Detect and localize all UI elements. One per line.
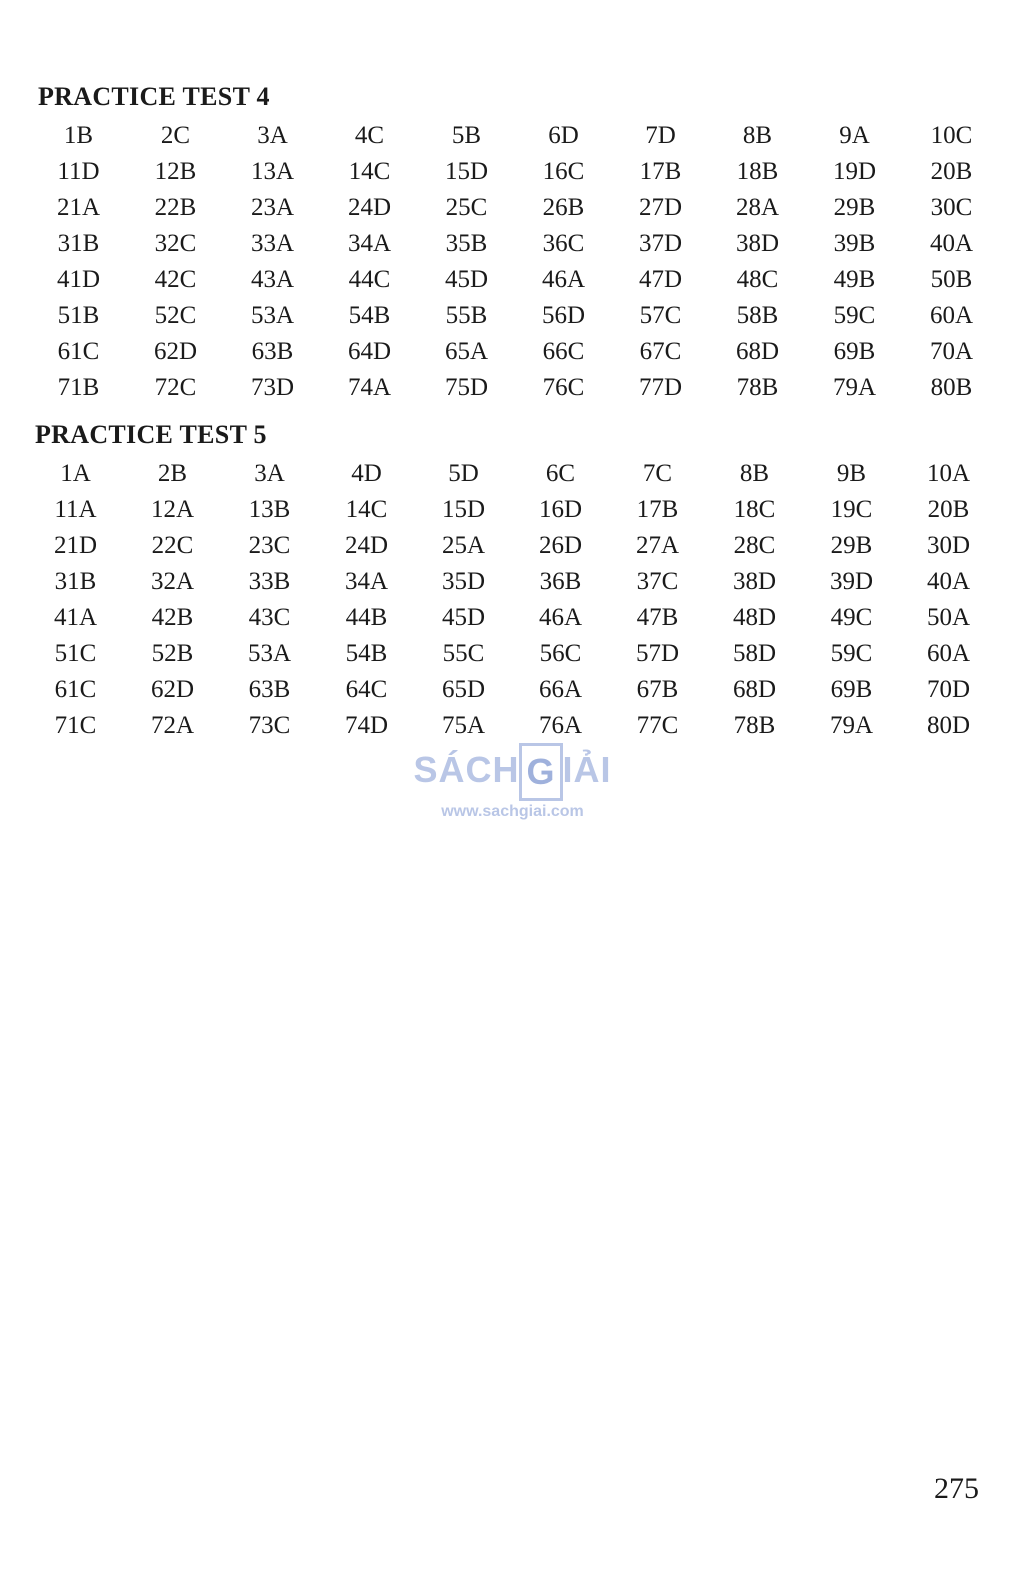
answer-cell: 18C bbox=[733, 496, 776, 523]
answer-cell: 72A bbox=[150, 712, 195, 739]
answer-cell: 42C bbox=[154, 266, 197, 293]
watermark-brand-left: SÁCH bbox=[413, 749, 520, 790]
practice-test-5-heading: PRACTICE TEST 5 bbox=[35, 420, 267, 449]
answer-cell: 64C bbox=[345, 676, 388, 703]
answer-cell: 23C bbox=[248, 532, 291, 559]
answer-cell: 33B bbox=[248, 568, 291, 595]
answer-cell: 43A bbox=[250, 266, 295, 293]
answer-cell: 16D bbox=[538, 496, 583, 523]
answer-cell: 24D bbox=[344, 532, 389, 559]
answer-cell: 77C bbox=[636, 712, 679, 739]
answer-cell: 6D bbox=[548, 122, 579, 149]
answer-cell: 47D bbox=[638, 266, 683, 293]
answer-cell: 27A bbox=[635, 532, 680, 559]
answer-cell: 60A bbox=[929, 302, 974, 329]
answer-cell: 77D bbox=[638, 374, 683, 401]
answer-cell: 10A bbox=[926, 460, 971, 487]
answer-cell: 9A bbox=[839, 122, 870, 149]
answer-cell: 20B bbox=[927, 496, 970, 523]
answer-cell: 36C bbox=[542, 230, 585, 257]
answer-cell: 53A bbox=[250, 302, 295, 329]
answer-cell: 22B bbox=[154, 194, 197, 221]
answer-cell: 38D bbox=[735, 230, 780, 257]
page-number: 275 bbox=[934, 1472, 979, 1505]
answer-cell: 26D bbox=[538, 532, 583, 559]
answer-cell: 35B bbox=[445, 230, 488, 257]
answer-cell: 67B bbox=[636, 676, 679, 703]
answer-cell: 52B bbox=[151, 640, 194, 667]
answer-cell: 10C bbox=[930, 122, 973, 149]
answer-cell: 71B bbox=[57, 374, 100, 401]
answer-cell: 66A bbox=[538, 676, 583, 703]
answer-cell: 51C bbox=[54, 640, 97, 667]
answer-cell: 40A bbox=[929, 230, 974, 257]
answer-cell: 31B bbox=[54, 568, 97, 595]
answer-cell: 29B bbox=[833, 194, 876, 221]
answer-cell: 69B bbox=[833, 338, 876, 365]
answer-cell: 19D bbox=[832, 158, 877, 185]
answer-cell: 5D bbox=[448, 460, 479, 487]
answer-cell: 30D bbox=[926, 532, 971, 559]
answer-cell: 57C bbox=[639, 302, 682, 329]
answer-cell: 30C bbox=[930, 194, 973, 221]
practice-test-5-answer-grid bbox=[27, 456, 997, 744]
answer-cell: 16C bbox=[542, 158, 585, 185]
answer-cell: 59C bbox=[833, 302, 876, 329]
answer-cell: 28A bbox=[735, 194, 780, 221]
answer-cell: 79A bbox=[829, 712, 874, 739]
answer-cell: 46A bbox=[538, 604, 583, 631]
answer-cell: 37D bbox=[638, 230, 683, 257]
answer-cell: 3A bbox=[254, 460, 285, 487]
answer-cell: 12B bbox=[154, 158, 197, 185]
watermark-brand-box: G bbox=[519, 743, 562, 801]
answer-cell: 3A bbox=[257, 122, 288, 149]
answer-cell: 60A bbox=[926, 640, 971, 667]
answer-cell: 1A bbox=[60, 460, 91, 487]
watermark-logo bbox=[405, 735, 620, 805]
answer-cell: 48D bbox=[732, 604, 777, 631]
answer-cell: 62D bbox=[153, 338, 198, 365]
answer-cell: 38D bbox=[732, 568, 777, 595]
answer-cell: 11A bbox=[54, 496, 97, 523]
answer-cell: 51B bbox=[57, 302, 100, 329]
answer-cell: 18B bbox=[736, 158, 779, 185]
answer-cell: 35D bbox=[441, 568, 486, 595]
answer-cell: 45D bbox=[441, 604, 486, 631]
answer-cell: 2C bbox=[160, 122, 191, 149]
watermark-brand-right: IẢI bbox=[562, 749, 612, 790]
practice-test-4-heading: PRACTICE TEST 4 bbox=[38, 82, 270, 111]
answer-cell: 55B bbox=[445, 302, 488, 329]
answer-cell: 5B bbox=[451, 122, 482, 149]
answer-cell: 69B bbox=[830, 676, 873, 703]
answer-cell: 75D bbox=[444, 374, 489, 401]
answer-cell: 36B bbox=[539, 568, 582, 595]
answer-cell: 19C bbox=[830, 496, 873, 523]
answer-cell: 17B bbox=[636, 496, 679, 523]
answer-cell: 22C bbox=[151, 532, 194, 559]
answer-cell: 66C bbox=[542, 338, 585, 365]
answer-cell: 31B bbox=[57, 230, 100, 257]
answer-cell: 4C bbox=[354, 122, 385, 149]
watermark-url: www.sachgiai.com bbox=[441, 803, 584, 820]
answer-cell: 4D bbox=[351, 460, 382, 487]
answer-cell: 42B bbox=[151, 604, 194, 631]
answer-cell: 26B bbox=[542, 194, 585, 221]
answer-cell: 39B bbox=[833, 230, 876, 257]
answer-cell: 21A bbox=[56, 194, 101, 221]
answer-cell: 64D bbox=[347, 338, 392, 365]
answer-cell: 34A bbox=[347, 230, 392, 257]
answer-cell: 32C bbox=[154, 230, 197, 257]
answer-cell: 70A bbox=[929, 338, 974, 365]
answer-cell: 47B bbox=[636, 604, 679, 631]
answer-cell: 74D bbox=[344, 712, 389, 739]
answer-cell: 63B bbox=[251, 338, 294, 365]
answer-cell: 44B bbox=[345, 604, 388, 631]
answer-cell: 76C bbox=[542, 374, 585, 401]
answer-cell: 44C bbox=[348, 266, 391, 293]
answer-cell: 49C bbox=[830, 604, 873, 631]
answer-cell: 61C bbox=[54, 676, 97, 703]
answer-cell: 53A bbox=[247, 640, 292, 667]
answer-cell: 49B bbox=[833, 266, 876, 293]
answer-cell: 25A bbox=[441, 532, 486, 559]
answer-cell: 48C bbox=[736, 266, 779, 293]
answer-cell: 58B bbox=[736, 302, 779, 329]
answer-cell: 32A bbox=[150, 568, 195, 595]
answer-cell: 61C bbox=[57, 338, 100, 365]
answer-cell: 15D bbox=[441, 496, 486, 523]
answer-cell: 68D bbox=[735, 338, 780, 365]
answer-cell: 50A bbox=[926, 604, 971, 631]
answer-cell: 29B bbox=[830, 532, 873, 559]
answer-cell: 40A bbox=[926, 568, 971, 595]
answer-cell: 78B bbox=[733, 712, 776, 739]
answer-cell: 13A bbox=[250, 158, 295, 185]
answer-cell: 33A bbox=[250, 230, 295, 257]
answer-cell: 15D bbox=[444, 158, 489, 185]
answer-cell: 24D bbox=[347, 194, 392, 221]
sachgiai-watermark bbox=[405, 735, 620, 835]
answer-cell: 13B bbox=[248, 496, 291, 523]
answer-cell: 70D bbox=[926, 676, 971, 703]
answer-cell: 23A bbox=[250, 194, 295, 221]
answer-cell: 20B bbox=[930, 158, 973, 185]
answer-cell: 52C bbox=[154, 302, 197, 329]
answer-cell: 14C bbox=[345, 496, 388, 523]
answer-cell: 45D bbox=[444, 266, 489, 293]
practice-test-4-answer-grid bbox=[30, 118, 1000, 406]
answer-cell: 57D bbox=[635, 640, 680, 667]
answer-cell: 58D bbox=[732, 640, 777, 667]
answer-cell: 39D bbox=[829, 568, 874, 595]
answer-cell: 59C bbox=[830, 640, 873, 667]
answer-cell: 41A bbox=[53, 604, 98, 631]
answer-cell: 2B bbox=[157, 460, 188, 487]
answer-cell: 37C bbox=[636, 568, 679, 595]
answer-cell: 21D bbox=[53, 532, 98, 559]
answer-cell: 8B bbox=[739, 460, 770, 487]
answer-cell: 78B bbox=[736, 374, 779, 401]
answer-cell: 68D bbox=[732, 676, 777, 703]
answer-cell: 41D bbox=[56, 266, 101, 293]
answer-cell: 12A bbox=[150, 496, 195, 523]
answer-cell: 43C bbox=[248, 604, 291, 631]
answer-cell: 74A bbox=[347, 374, 392, 401]
answer-cell: 9B bbox=[836, 460, 867, 487]
answer-cell: 25C bbox=[445, 194, 488, 221]
answer-cell: 28C bbox=[733, 532, 776, 559]
answer-cell: 7C bbox=[642, 460, 673, 487]
answer-cell: 80D bbox=[926, 712, 971, 739]
answer-cell: 67C bbox=[639, 338, 682, 365]
answer-cell: 8B bbox=[742, 122, 773, 149]
answer-cell: 62D bbox=[150, 676, 195, 703]
answer-cell: 80B bbox=[930, 374, 973, 401]
answer-cell: 76A bbox=[538, 712, 583, 739]
answer-cell: 17B bbox=[639, 158, 682, 185]
answer-cell: 56C bbox=[539, 640, 582, 667]
answer-cell: 14C bbox=[348, 158, 391, 185]
answer-cell: 6C bbox=[545, 460, 576, 487]
answer-cell: 54B bbox=[348, 302, 391, 329]
answer-cell: 63B bbox=[248, 676, 291, 703]
answer-cell: 65D bbox=[441, 676, 486, 703]
answer-cell: 27D bbox=[638, 194, 683, 221]
answer-cell: 34A bbox=[344, 568, 389, 595]
answer-cell: 75A bbox=[441, 712, 486, 739]
answer-cell: 54B bbox=[345, 640, 388, 667]
answer-cell: 73C bbox=[248, 712, 291, 739]
answer-cell: 55C bbox=[442, 640, 485, 667]
answer-cell: 72C bbox=[154, 374, 197, 401]
answer-cell: 50B bbox=[930, 266, 973, 293]
answer-cell: 65A bbox=[444, 338, 489, 365]
answer-cell: 46A bbox=[541, 266, 586, 293]
answer-cell: 73D bbox=[250, 374, 295, 401]
answer-cell: 1B bbox=[63, 122, 94, 149]
answer-cell: 7D bbox=[645, 122, 676, 149]
answer-cell: 11D bbox=[57, 158, 100, 185]
answer-cell: 71C bbox=[54, 712, 97, 739]
answer-cell: 56D bbox=[541, 302, 586, 329]
answer-cell: 79A bbox=[832, 374, 877, 401]
